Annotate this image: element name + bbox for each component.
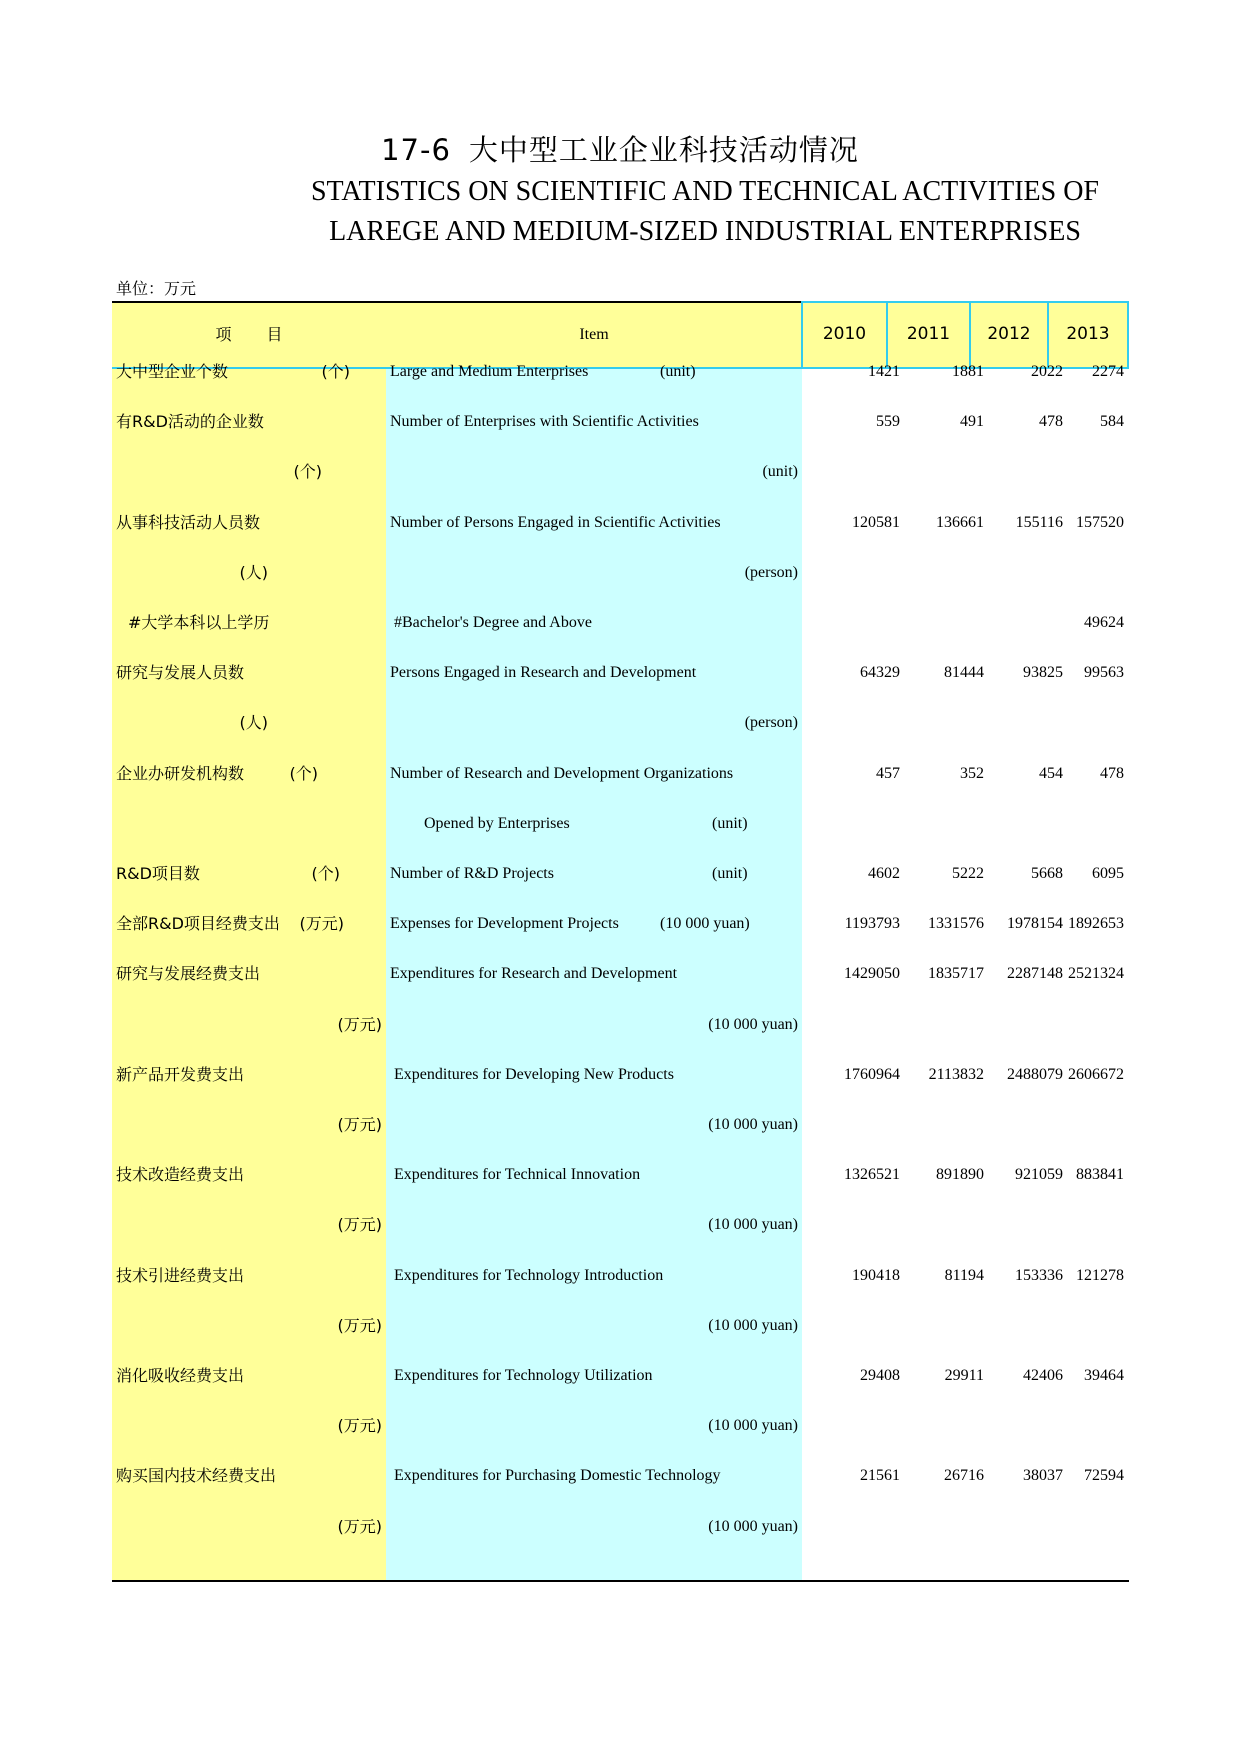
data-value: 49624 bbox=[1084, 614, 1124, 631]
header-year: 2011 bbox=[906, 324, 951, 344]
row-unit-en: (10 000 yuan) bbox=[708, 1116, 798, 1133]
data-value: 2113832 bbox=[928, 1065, 984, 1083]
page-title-cn bbox=[0, 128, 1240, 169]
data-value: 559 bbox=[876, 413, 900, 431]
data-value: 121278 bbox=[1076, 1266, 1124, 1284]
row-label-en: Opened by Enterprises bbox=[424, 814, 570, 832]
row-label-cn: 新产品开发费支出 bbox=[116, 1064, 245, 1084]
data-value: 478 bbox=[1039, 413, 1063, 431]
data-value: 1978154 bbox=[1007, 915, 1063, 933]
row-unit-cn: (万元) bbox=[337, 1416, 382, 1436]
row-label-en: Persons Engaged in Research and Development bbox=[390, 664, 697, 682]
row-label-cn: 大中型企业个数 bbox=[116, 362, 229, 381]
row-label-cn: 企业办研发机构数 bbox=[116, 763, 245, 783]
table-number: 17-6 bbox=[381, 133, 451, 167]
data-value: 6095 bbox=[1092, 865, 1124, 882]
row-unit-en: (10 000 yuan) bbox=[708, 1517, 798, 1535]
row-label-cn: #大学本科以上学历 bbox=[128, 613, 270, 632]
row-unit-en: (10 000 yuan) bbox=[708, 1417, 798, 1435]
data-value: 5222 bbox=[952, 865, 984, 882]
table-bottom-rule bbox=[112, 1580, 1129, 1582]
title-cn-text: 大中型工业企业科技活动情况 bbox=[468, 133, 859, 167]
data-value: 136661 bbox=[936, 513, 984, 531]
data-value: 29911 bbox=[944, 1367, 984, 1384]
data-value: 883841 bbox=[1076, 1166, 1124, 1184]
data-value: 1421 bbox=[868, 363, 900, 380]
data-value: 39464 bbox=[1084, 1367, 1124, 1384]
data-value: 81444 bbox=[944, 664, 984, 682]
data-value: 2521324 bbox=[1068, 965, 1124, 983]
page-title-en-line1: STATISTICS ON SCIENTIFIC AND TECHNICAL ACTIVITIES OF bbox=[310, 176, 1099, 207]
row-label-cn: R&D项目数 bbox=[116, 864, 200, 883]
row-unit-en: (unit) bbox=[712, 865, 748, 882]
row-unit-en: (unit) bbox=[712, 814, 748, 832]
row-unit-en: (10 000 yuan) bbox=[708, 1015, 798, 1033]
row-unit-en: (10 000 yuan) bbox=[660, 915, 750, 933]
row-unit-cn: (个) bbox=[293, 462, 322, 482]
row-unit-en: (unit) bbox=[660, 363, 696, 380]
data-value: 93825 bbox=[1023, 664, 1063, 682]
row-label-cn: 研究与发展经费支出 bbox=[116, 964, 261, 984]
row-unit-cn: (万元) bbox=[337, 1315, 382, 1335]
data-value: 29408 bbox=[860, 1367, 900, 1384]
data-value: 2022 bbox=[1031, 363, 1063, 380]
row-unit-cn: (万元) bbox=[337, 1014, 382, 1034]
row-unit-cn: (人) bbox=[239, 713, 268, 733]
row-label-cn: 研究与发展人员数 bbox=[116, 663, 245, 683]
data-value: 120581 bbox=[852, 513, 900, 531]
data-value: 2488079 bbox=[1007, 1065, 1063, 1083]
row-unit-cn: (个) bbox=[311, 864, 340, 883]
data-value: 352 bbox=[960, 764, 984, 782]
data-value: 1331576 bbox=[928, 915, 984, 933]
row-unit-cn: (万元) bbox=[337, 1115, 382, 1134]
data-value: 153336 bbox=[1015, 1266, 1063, 1284]
data-value: 1760964 bbox=[844, 1065, 900, 1083]
row-unit-cn: (个) bbox=[321, 362, 350, 381]
row-unit-cn: (万元) bbox=[337, 1516, 382, 1536]
row-unit-cn: (个) bbox=[289, 763, 318, 783]
statistics-table bbox=[112, 301, 1129, 1581]
data-value: 1193793 bbox=[844, 915, 900, 933]
data-value: 64329 bbox=[860, 664, 900, 682]
page-title-en-line2: LAREGE AND MEDIUM-SIZED INDUSTRIAL ENTERPRISES bbox=[329, 216, 1081, 247]
row-unit-en: (person) bbox=[744, 714, 798, 732]
row-label-en: Number of Research and Development Organizations bbox=[390, 764, 734, 782]
data-value: 72594 bbox=[1084, 1467, 1124, 1485]
cn-column-bg bbox=[112, 301, 386, 1581]
data-value: 21561 bbox=[860, 1467, 900, 1485]
data-value: 478 bbox=[1100, 764, 1124, 782]
data-value: 5668 bbox=[1031, 865, 1063, 882]
data-value: 2606672 bbox=[1068, 1065, 1124, 1083]
row-label-cn: 消化吸收经费支出 bbox=[116, 1366, 245, 1385]
row-label-cn: 购买国内技术经费支出 bbox=[116, 1466, 277, 1486]
data-value: 155116 bbox=[1015, 513, 1063, 531]
row-label-cn: 技术引进经费支出 bbox=[116, 1265, 245, 1285]
unit-label: 单位：万元 bbox=[116, 279, 197, 298]
row-unit-cn: (人) bbox=[239, 562, 268, 582]
data-value: 42406 bbox=[1023, 1367, 1063, 1384]
header-item-en: Item bbox=[579, 326, 609, 343]
row-label-en: Number of Persons Engaged in Scientific Activities bbox=[390, 513, 721, 531]
data-value: 26716 bbox=[944, 1467, 984, 1485]
data-value: 157520 bbox=[1076, 513, 1124, 531]
row-label-en: Expenses for Development Projects bbox=[390, 915, 619, 933]
data-value: 457 bbox=[876, 764, 900, 782]
data-value: 1892653 bbox=[1068, 915, 1124, 933]
row-unit-cn: (万元) bbox=[337, 1215, 382, 1235]
row-label-cn: 有R&D活动的企业数 bbox=[116, 412, 264, 432]
data-value: 99563 bbox=[1084, 664, 1124, 682]
data-value: 2287148 bbox=[1007, 965, 1063, 983]
row-unit-cn: (万元) bbox=[299, 914, 344, 934]
row-unit-en: (10 000 yuan) bbox=[708, 1216, 798, 1234]
data-value: 584 bbox=[1100, 413, 1124, 431]
data-value: 921059 bbox=[1015, 1166, 1063, 1184]
data-value: 81194 bbox=[944, 1266, 984, 1284]
row-label-en: Large and Medium Enterprises bbox=[390, 363, 589, 380]
row-label-en: Expenditures for Technical Innovation bbox=[394, 1166, 641, 1184]
data-value: 2274 bbox=[1092, 363, 1124, 380]
row-unit-en: (unit) bbox=[762, 463, 798, 481]
en-column-bg bbox=[386, 301, 802, 1581]
row-label-cn: 全部R&D项目经费支出 bbox=[116, 914, 280, 934]
data-value: 491 bbox=[960, 413, 984, 431]
row-label-en: Number of R&D Projects bbox=[390, 865, 554, 882]
row-label-cn: 技术改造经费支出 bbox=[116, 1165, 245, 1185]
data-value: 1326521 bbox=[844, 1166, 900, 1184]
row-label-en: Expenditures for Technology Utilization bbox=[394, 1367, 653, 1384]
row-label-en: Expenditures for Technology Introduction bbox=[394, 1266, 664, 1284]
row-label-en: Expenditures for Developing New Products bbox=[394, 1065, 674, 1083]
header-year: 2013 bbox=[1066, 324, 1110, 344]
row-label-cn: 从事科技活动人员数 bbox=[116, 512, 261, 532]
data-value: 1835717 bbox=[928, 965, 984, 983]
data-value: 454 bbox=[1039, 764, 1063, 782]
data-value: 190418 bbox=[852, 1266, 900, 1284]
header-item-cn: 项 目 bbox=[215, 325, 283, 344]
data-value: 1881 bbox=[952, 363, 984, 380]
data-value: 38037 bbox=[1023, 1467, 1063, 1485]
header-year: 2010 bbox=[822, 324, 867, 344]
data-value: 891890 bbox=[936, 1166, 984, 1184]
data-value: 4602 bbox=[868, 865, 900, 882]
row-label-en: Expenditures for Purchasing Domestic Technology bbox=[394, 1467, 721, 1485]
row-label-en: Number of Enterprises with Scientific Activities bbox=[390, 413, 699, 431]
row-unit-en: (10 000 yuan) bbox=[708, 1316, 798, 1334]
row-unit-en: (person) bbox=[744, 563, 798, 581]
row-label-en: #Bachelor's Degree and Above bbox=[394, 614, 592, 631]
header-year: 2012 bbox=[987, 324, 1031, 344]
data-value: 1429050 bbox=[844, 965, 900, 983]
row-label-en: Expenditures for Research and Development bbox=[390, 965, 678, 983]
